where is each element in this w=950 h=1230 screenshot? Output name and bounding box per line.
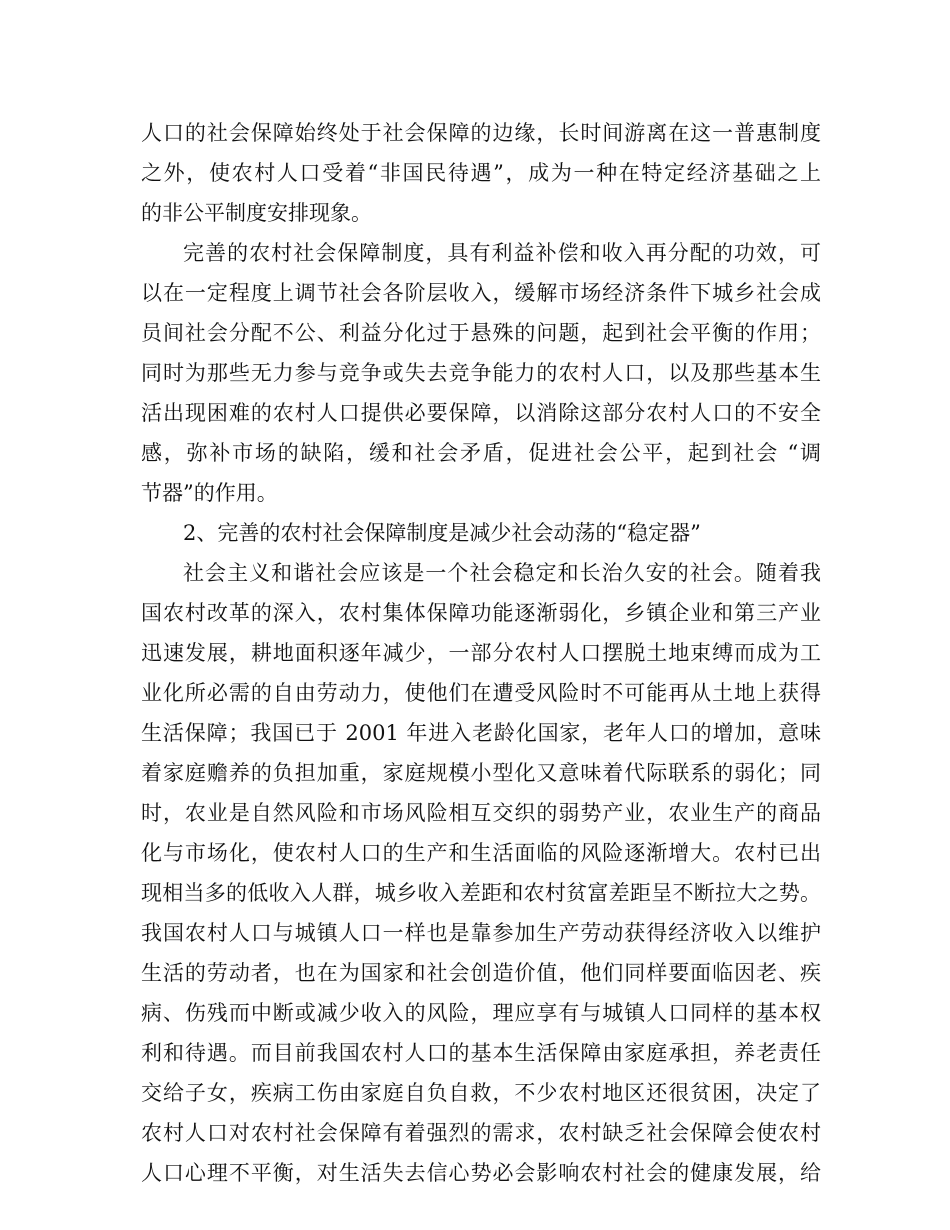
text-line: 生活的劳动者，也在为国家和社会创造价值，他们同样要面临因老、疾 (141, 961, 821, 985)
text-line: 病、伤残而中断或减少收入的风险，理应享有与城镇人口同样的基本权 (141, 1001, 821, 1025)
text-line: 感，弥补市场的缺陷，缓和社会矛盾，促进社会公平，起到社会 “调 (141, 441, 821, 465)
text-line: 国农村改革的深入，农村集体保障功能逐渐弱化，乡镇企业和第三产业 (141, 601, 821, 625)
paragraph (141, 113, 821, 233)
text-line: 人口心理不平衡，对生活失去信心势必会影响农村社会的健康发展，给 (141, 1161, 821, 1185)
paragraph (141, 233, 821, 513)
text-line: 社会主义和谐社会应该是一个社会稳定和长治久安的社会。随着我 (183, 561, 821, 585)
text-line: 以在一定程度上调节社会各阶层收入，缓解市场经济条件下城乡社会成 (141, 281, 821, 305)
section-heading (141, 513, 821, 553)
text-line: 活出现困难的农村人口提供必要保障，以消除这部分农村人口的不安全 (141, 401, 821, 425)
text-line: 化与市场化，使农村人口的生产和生活面临的风险逐渐增大。农村已出 (141, 841, 821, 865)
text-line: 完善的农村社会保障制度，具有利益补偿和收入再分配的功效，可 (183, 241, 821, 265)
text-line: 迅速发展，耕地面积逐年减少，一部分农村人口摆脱土地束缚而成为工 (141, 641, 821, 665)
text-line: 人口的社会保障始终处于社会保障的边缘，长时间游离在这一普惠制度 (141, 121, 821, 145)
text-line: 时，农业是自然风险和市场风险相互交织的弱势产业，农业生产的商品 (141, 801, 821, 825)
text-line: 同时为那些无力参与竞争或失去竞争能力的农村人口，以及那些基本生 (141, 361, 821, 385)
text-line: 生活保障；我国已于 2001 年进入老龄化国家，老年人口的增加，意味 (141, 721, 821, 745)
text-line: 的非公平制度安排现象。 (141, 201, 372, 225)
text-line: 利和待遇。而目前我国农村人口的基本生活保障由家庭承担，养老责任 (141, 1041, 821, 1065)
text-line: 农村人口对农村社会保障有着强烈的需求，农村缺乏社会保障会使农村 (141, 1121, 821, 1145)
text-line: 节器”的作用。 (141, 481, 278, 505)
paragraph (141, 553, 821, 1193)
text-line: 现相当多的低收入人群，城乡收入差距和农村贫富差距呈不断拉大之势。 (141, 881, 821, 905)
text-line: 我国农村人口与城镇人口一样也是靠参加生产劳动获得经济收入以维护 (141, 921, 821, 945)
text-line: 着家庭赡养的负担加重，家庭规模小型化又意味着代际联系的弱化；同 (141, 761, 821, 785)
text-line: 业化所必需的自由劳动力，使他们在遭受风险时不可能再从土地上获得 (141, 681, 821, 705)
text-line: 2、完善的农村社会保障制度是减少社会动荡的“稳定器” (183, 521, 701, 545)
text-line: 之外，使农村人口受着“非国民待遇”，成为一种在特定经济基础之上 (141, 161, 821, 185)
text-line: 交给子女，疾病工伤由家庭自负自救，不少农村地区还很贫困，决定了 (141, 1081, 821, 1105)
document-page (141, 113, 821, 1193)
text-line: 员间社会分配不公、利益分化过于悬殊的问题，起到社会平衡的作用； (141, 321, 821, 345)
